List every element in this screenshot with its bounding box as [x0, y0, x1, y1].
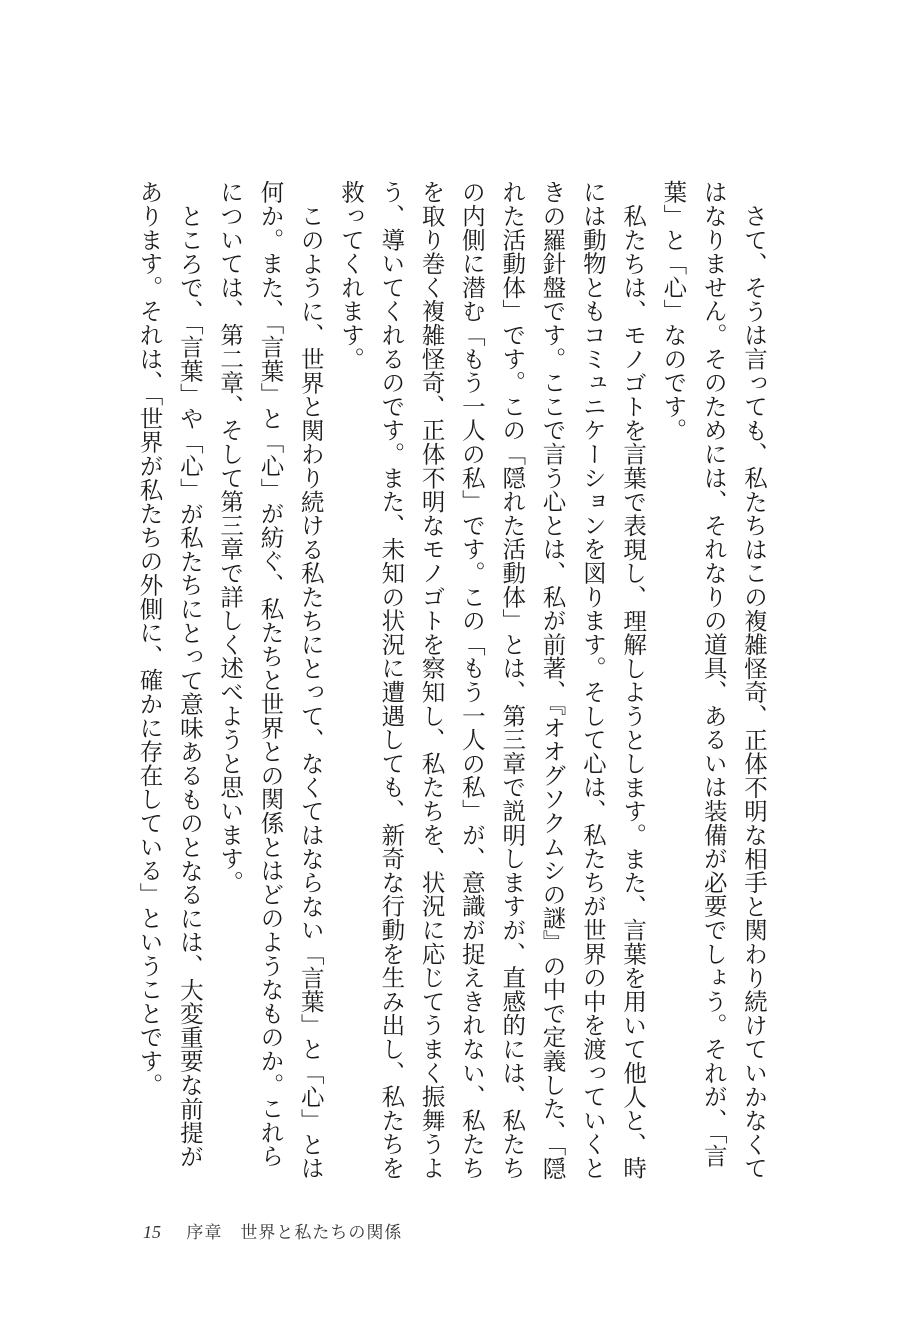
paragraph-1: さて、そうは言っても、私たちはこの複雑怪奇、正体不明な相手と関わり続けていかなくてはなりません。そのためには、それなりの道具、あるいは装備が必要でしょう。それが、「言葉」と「心」なのです。	[659, 180, 768, 1180]
paragraph-2: 私たちは、モノゴトを言葉で表現し、理解しようとします。また、言葉を用いて他人と、時には動物ともコミュニケーションを図ります。そして心は、私たちが世界の中を渡っていくときの羅針盤です。ここで言う心とは、私が前著、『オオグソクムシの謎』の中で定義した、「隠れた活動体」です。この「隠れた活動体」とは、第三章で説明しますが、直感的には、私たちの内側に潜む「もう一人の私」です。この「もう一人の私」が、意識が捉えきれない、私たちを取り巻く複雑怪奇、正体不明なモノゴトを察知し、私たちを、状況に応じてうまく振舞うよう、導いてくれるのです。また、未知の状況に遭遇しても、新奇な行動を生み出し、私たちを救ってくれます。	[337, 180, 648, 1180]
page-footer	[143, 1218, 402, 1243]
paragraph-4: ところで、「言葉」や「心」が私たちにとって意味あるものとなるには、大変重要な前提があります。それは、「世界が私たちの外側に、確かに存在している」ということです。	[135, 180, 204, 1168]
paragraph-3: このように、世界と関わり続ける私たちにとって、なくてはならない「言葉」と「心」とは何か。また、「言葉」と「心」が紡ぐ、私たちと世界との関係とはどのようなものか。これらについては、第二章、そして第三章で詳しく述べようと思います。	[216, 180, 325, 1180]
chapter-title: 序章 世界と私たちの関係	[186, 1223, 403, 1243]
body-text	[89, 180, 774, 1180]
page-number: 15	[143, 1222, 161, 1242]
